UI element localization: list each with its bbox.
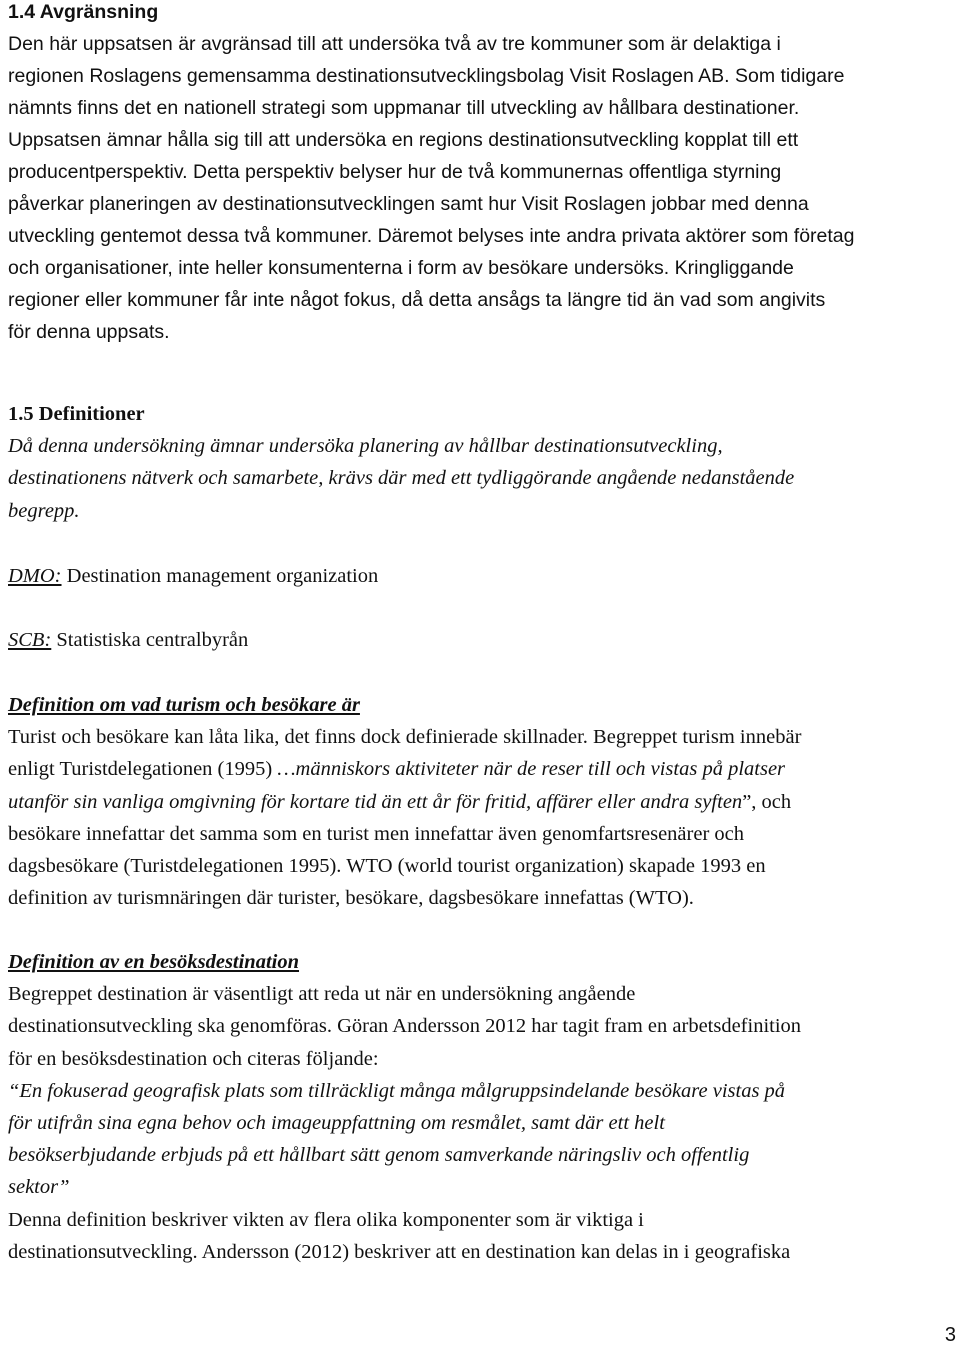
paragraph-line: Begreppet destination är väsentligt att reda ut när en undersökning angående: [8, 983, 636, 1006]
paragraph-line: utveckling gentemot dessa två kommuner. Däremot belyses inte andra privata aktörer som företag: [8, 225, 855, 247]
definition-destination: [8, 946, 958, 1268]
subheading: Definition av en besöksdestination: [8, 951, 300, 973]
paragraph-text: ”, och: [742, 790, 792, 813]
term-label: SCB:: [8, 629, 52, 651]
paragraph-line: definition av turismnäringen där turister, besökare, dagsbesökare innefattas (WTO).: [8, 887, 694, 910]
paragraph-text: enligt Turistdelegationen (1995): [8, 758, 278, 781]
paragraph-line: för en besöksdestination och citeras följande:: [8, 1047, 379, 1070]
paragraph-line: destinationsutveckling. Andersson (2012) beskriver att en destination kan delas in i geografiska: [8, 1240, 791, 1263]
paragraph-line: Denna definition beskriver vikten av flera olika komponenter som är viktiga i: [8, 1208, 644, 1231]
definition-dmo: [8, 560, 958, 592]
term-definition: Destination management organization: [61, 565, 379, 587]
quote-line: sektor”: [8, 1176, 70, 1199]
page-number: 3: [944, 1324, 956, 1346]
section-1-5: [8, 398, 958, 527]
paragraph-line: Turist och besökare kan låta lika, det finns dock definierade skillnader. Begreppet turism innebär: [8, 726, 802, 749]
section-heading: 1.4 Avgränsning: [8, 1, 159, 23]
term-label: DMO:: [8, 565, 62, 587]
quote-line: besökserbjudande erbjuds på ett hållbart sätt genom samverkande näringsliv och offentlig: [8, 1144, 750, 1167]
paragraph-line: och organisationer, inte heller konsumenterna i form av besökare undersöks. Kringliggande: [8, 257, 794, 279]
intro-line: begrepp.: [8, 499, 80, 522]
section-1-4: [8, 0, 958, 348]
intro-line: destinationens nätverk och samarbete, krävs där med ett tydliggörande angående nedanstående: [8, 467, 795, 490]
definition-tourism: [8, 689, 958, 914]
quote-line: för utifrån sina egna behov och imageuppfattning om resmålet, samt där ett helt: [8, 1111, 665, 1134]
definition-scb: [8, 624, 958, 656]
paragraph-line: nämnts finns det en nationell strategi som uppmanar till utveckling av hållbara destinationer.: [8, 97, 800, 119]
paragraph-line: påverkar planeringen av destinationsutvecklingen samt hur Visit Roslagen jobbar med denna: [8, 193, 809, 215]
quote-text: …människors aktiviteter när de reser till och vistas på platser: [277, 758, 786, 781]
subheading: Definition om vad turism och besökare är: [8, 694, 360, 716]
paragraph-line: destinationsutveckling ska genomföras. Göran Andersson 2012 har tagit fram en arbetsdefinition: [8, 1015, 802, 1038]
quote-line: “En fokuserad geografisk plats som tillräckligt många målgruppsindelande besökare vistas på: [8, 1079, 786, 1102]
paragraph-line: producentperspektiv. Detta perspektiv belyser hur de två kommunernas offentliga styrning: [8, 161, 782, 183]
section-heading: 1.5 Definitioner: [8, 403, 145, 425]
intro-line: Då denna undersökning ämnar undersöka planering av hållbar destinationsutveckling,: [8, 435, 723, 458]
paragraph-line: regionen Roslagens gemensamma destinationsutvecklingsbolag Visit Roslagen AB. Som tidigare: [8, 65, 845, 87]
term-definition: Statistiska centralbyrån: [51, 629, 249, 651]
paragraph-line: Uppsatsen ämnar hålla sig till att undersöka en regions destinationsutveckling kopplat till ett: [8, 129, 799, 151]
paragraph-line: för denna uppsats.: [8, 321, 170, 343]
paragraph-line: besökare innefattar det samma som en turist men innefattar även genomfartsresenärer och: [8, 822, 744, 845]
paragraph-line: dagsbesökare (Turistdelegationen 1995). WTO (world tourist organization) skapade 1993 en: [8, 854, 766, 877]
paragraph-line: regioner eller kommuner får inte något fokus, då detta ansågs ta längre tid än vad som angivits: [8, 289, 826, 311]
paragraph-line: Den här uppsatsen är avgränsad till att undersöka två av tre kommuner som är delaktiga i: [8, 33, 781, 55]
quote-text: utanför sin vanliga omgivning för kortare tid än ett år för fritid, affärer eller andra syften: [8, 790, 743, 813]
